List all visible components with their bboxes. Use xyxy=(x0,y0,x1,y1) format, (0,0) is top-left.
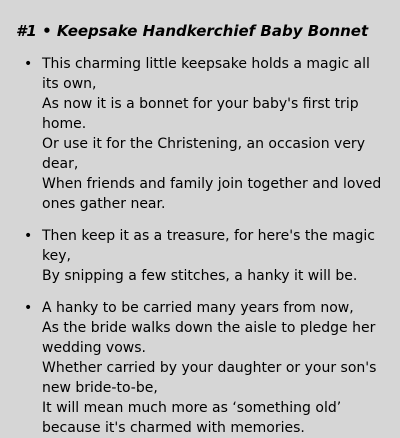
verse-line: As the bride walks down the aisle to pledge her wedding vows. xyxy=(42,320,376,356)
verse-line: As now it is a bonnet for your baby's first trip home. xyxy=(42,96,359,132)
verse-line: Or use it for the Christening, an occasion very dear, xyxy=(42,136,365,172)
verse-item xyxy=(16,298,384,438)
verse-line: Whether carried by your daughter or your son's new bride-to-be, xyxy=(42,360,377,396)
verse-line: This charming little keepsake holds a magic all its own, xyxy=(42,56,370,92)
verse-line: It will mean much more as ‘something old’ because it's charmed with memories. xyxy=(42,400,342,436)
verse-line: A hanky to be carried many years from now, xyxy=(42,300,354,316)
verse-item xyxy=(16,226,384,286)
verse-list xyxy=(16,54,384,438)
bullet-icon: • xyxy=(24,300,33,316)
verse-item xyxy=(16,54,384,214)
verse-line: Then keep it as a treasure, for here's the magic key, xyxy=(42,228,375,264)
page-title: #1 • Keepsake Handkerchief Baby Bonnet xyxy=(16,22,369,40)
bullet-icon: • xyxy=(24,56,33,72)
bullet-icon: • xyxy=(24,228,33,244)
verse-line: By snipping a few stitches, a hanky it will be. xyxy=(42,268,358,284)
verse-line: When friends and family join together and loved ones gather near. xyxy=(42,176,382,212)
